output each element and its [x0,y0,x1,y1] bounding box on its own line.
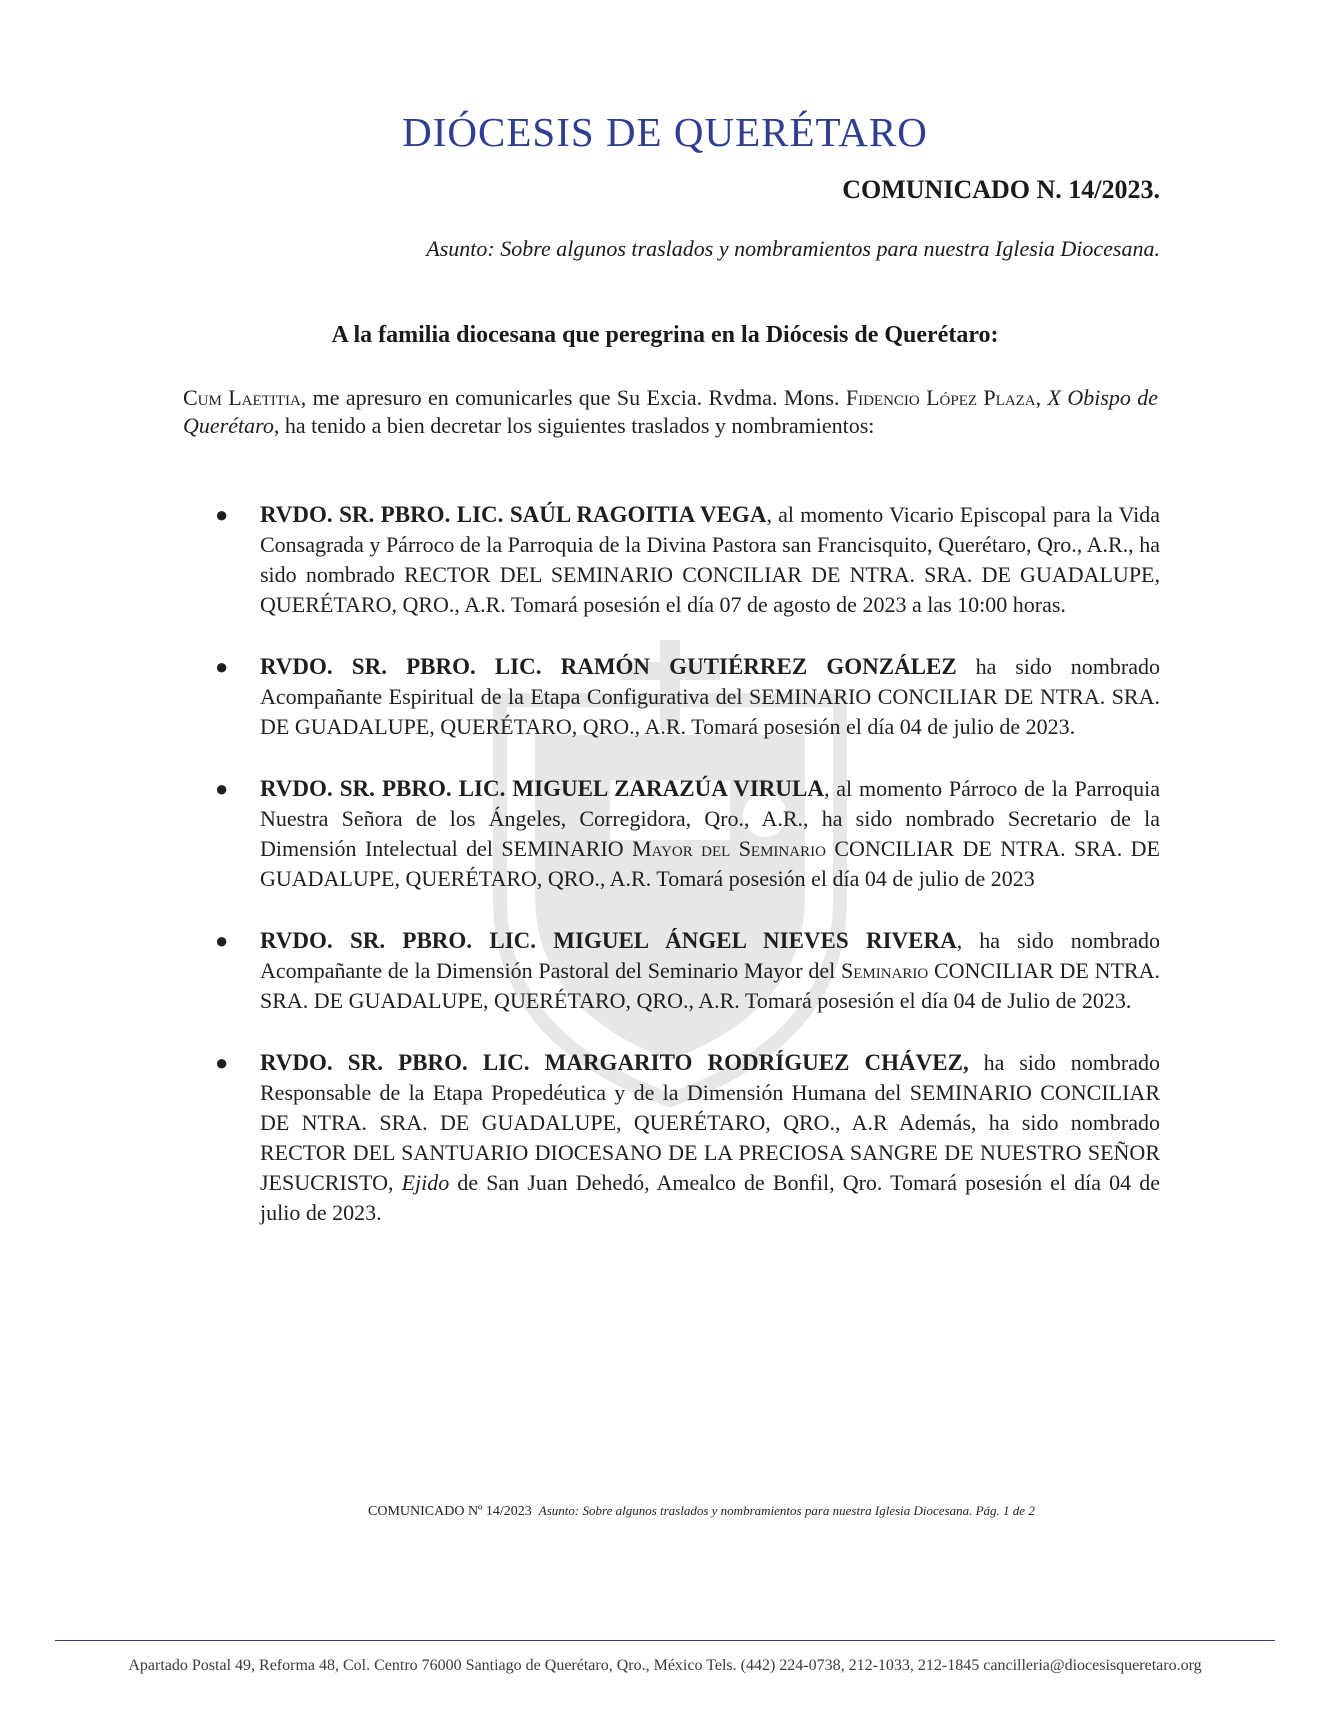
subject-line: Asunto: Sobre algunos traslados y nombramientos para nuestra Iglesia Diocesana. [426,236,1160,261]
appointee-name: RVDO. SR. PBRO. LIC. MARGARITO RODRÍGUEZ CHÁVEZ, [260,1050,969,1075]
appointment-text-italic: Ejido [401,1170,450,1195]
footer-subject: Asunto: Sobre algunos traslados y nombramientos para nuestra Iglesia Diocesana. Pág. 1 de 2 [538,1503,1035,1518]
footer-address: Apartado Postal 49, Reforma 48, Col. Centro 76000 Santiago de Querétaro, Qro., México Tels. (442) 224-0738, 212-1033, 212-1845 cancilleria@diocesisqueretaro.org [128,1657,1202,1674]
appointee-name: RVDO. SR. PBRO. LIC. MIGUEL ZARAZÚA VIRULA [260,776,824,801]
appointment-text: ha sido nombrado Acompañante Espiritual de la Etapa Configurativa del SEMINARIO CONCILIAR DE NTRA. SRA. DE GUADALUPE, QUERÉTARO, QRO., A.R. Tomará posesión el día 04 de julio de 2023. [260,654,1160,739]
intro-lead: Cum Laetitia [183,385,301,410]
footer-divider [55,1640,1275,1641]
salutation: A la familia diocesana que peregrina en la Diócesis de Querétaro: [331,322,999,348]
intro-paragraph [183,384,1158,440]
appointee-name: RVDO. SR. PBRO. LIC. MIGUEL ÁNGEL NIEVES RIVERA [260,928,957,953]
footer-reference [368,1503,1035,1520]
list-item [215,926,1160,1016]
intro-text-2: , [1035,385,1048,410]
appointment-text: ha sido nombrado Responsable de la Etapa Propedéutica y de la Dimensión Humana del SEMINARIO CONCILIAR DE NTRA. SRA. DE GUADALUPE, QUERÉTARO, QRO., A.R Además, ha sido nombrado RECTOR DEL SANTUARIO DIOCESANO DE LA PRECIOSA SANGRE DE NUESTRO SEÑOR JESUCRISTO, [260,1050,1160,1195]
appointment-text: , ha sido nombrado Acompañante de la Dimensión Pastoral del Seminario Mayor del [260,928,1160,983]
bullet-icon: ● [215,776,229,801]
intro-text-1: , me apresuro en comunicarles que Su Excia. Rvdma. Mons. [300,385,846,410]
appointment-text: , al momento Vicario Episcopal para la Vida Consagrada y Párroco de la Parroquia de la Divina Pastora san Francisquito, Querétaro, Qro., A.R., ha sido nombrado RECTOR DEL SEMINARIO CONCILIAR DE NTRA. SRA. DE GUADALUPE, QUERÉTARO, QRO., A.R. Tomará posesión el día 07 de agosto de 2023 a las 10:00 horas. [260,502,1161,617]
appointment-text: CONCILIAR DE NTRA. SRA. DE GUADALUPE, QUERÉTARO, QRO., A.R. Tomará posesión el día 04 de Julio de 2023. [260,958,1160,1013]
appointee-name: RVDO. SR. PBRO. LIC. SAÚL RAGOITIA VEGA [260,502,767,527]
bullet-icon: ● [215,654,229,679]
appointment-text-smallcaps: Seminario [840,958,929,983]
communique-number: COMUNICADO N. 14/2023. [842,175,1160,204]
bullet-icon: ● [215,1050,229,1075]
list-item [215,774,1160,894]
footer-communique: COMUNICADO Nº 14/2023 [368,1504,532,1519]
appointment-text: , al momento Párroco de la Parroquia Nuestra Señora de los Ángeles, Corregidora, Qro., A.R., ha sido nombrado Secretario de la Dimensión Intelectual del SEMINARIO [260,776,1160,861]
list-item [215,652,1160,742]
bullet-icon: ● [215,928,229,953]
bullet-icon: ● [215,502,229,527]
document-title: DIÓCESIS DE QUERÉTARO [402,109,928,155]
bishop-name: Fidencio López Plaza [845,385,1036,410]
appointments-list [215,500,1160,1260]
bishop-title: X Obispo de Querétaro [183,385,1159,438]
appointee-name: RVDO. SR. PBRO. LIC. RAMÓN GUTIÉRREZ GONZÁLEZ [260,654,957,679]
list-item [215,1048,1160,1228]
appointment-text-smallcaps: Mayor del Seminario [632,836,826,861]
appointment-text: CONCILIAR DE NTRA. SRA. DE GUADALUPE, QUERÉTARO, QRO., A.R. Tomará posesión el día 04 de julio de 2023 [260,836,1160,891]
intro-text-3: , ha tenido a bien decretar los siguientes traslados y nombramientos: [273,413,875,438]
list-item [215,500,1160,620]
appointment-text: de San Juan Dehedó, Amealco de Bonfil, Qro. Tomará posesión el día 04 de julio de 2023. [260,1170,1160,1225]
